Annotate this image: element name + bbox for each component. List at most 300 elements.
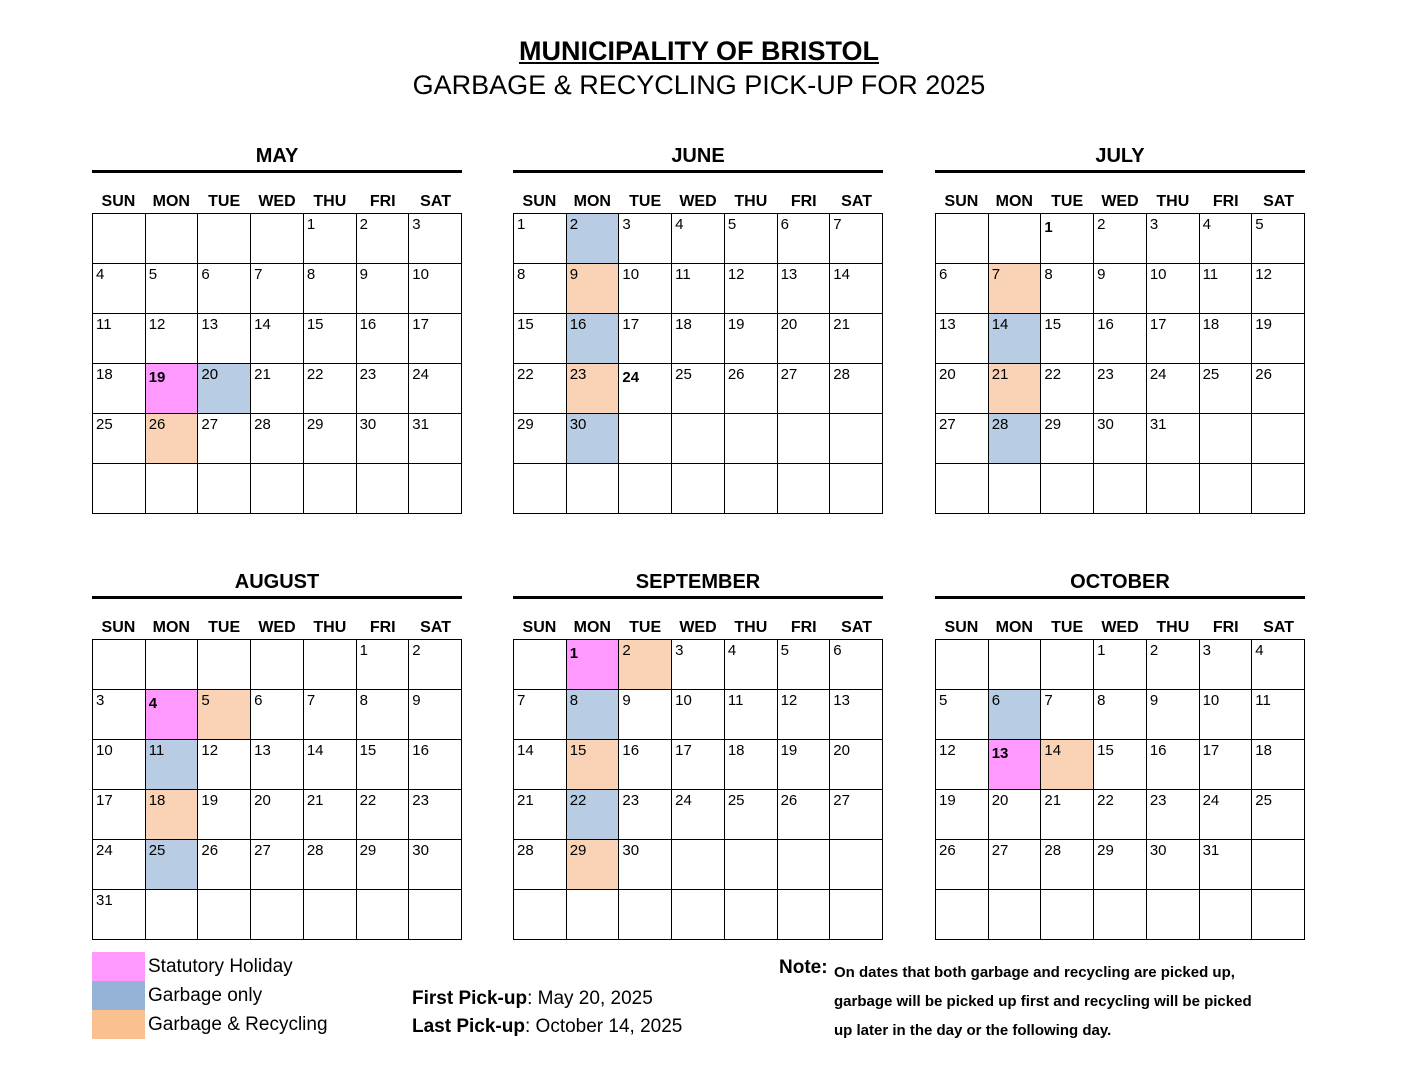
- day-cell: 25: [672, 364, 725, 414]
- day-cell: 4: [1252, 640, 1305, 690]
- day-cell: 5: [936, 690, 989, 740]
- day-cell: 17: [619, 314, 672, 364]
- day-cell: 18: [1252, 740, 1305, 790]
- day-cell: 21: [1041, 790, 1094, 840]
- weekday-header: FRI: [1212, 619, 1239, 636]
- empty-day-cell: [936, 640, 989, 690]
- weekday-header: MON: [573, 619, 611, 636]
- day-cell: 26: [146, 414, 199, 464]
- month-title: MAY: [92, 142, 462, 173]
- empty-day-cell: [1252, 464, 1305, 514]
- legend-row-holiday: [92, 952, 328, 981]
- calendar-grid: [935, 213, 1305, 514]
- day-cell: 16: [357, 314, 410, 364]
- day-cell: 22: [304, 364, 357, 414]
- day-cell: 16: [409, 740, 462, 790]
- day-cell: 11: [1252, 690, 1305, 740]
- day-cell: 16: [1094, 314, 1147, 364]
- day-cell: 22: [567, 790, 620, 840]
- weekday-header: TUE: [629, 619, 662, 636]
- day-cell: 30: [619, 840, 672, 890]
- empty-day-cell: [514, 464, 567, 514]
- day-cell: 28: [1041, 840, 1094, 890]
- day-cell: 9: [357, 264, 410, 314]
- day-cell: 15: [1041, 314, 1094, 364]
- day-cell: 13: [778, 264, 831, 314]
- empty-day-cell: [725, 414, 778, 464]
- day-cell: 17: [93, 790, 146, 840]
- day-cell: 9: [619, 690, 672, 740]
- weekday-header: THU: [1156, 619, 1190, 636]
- legend-row-garbage: [92, 981, 328, 1010]
- weekday-header: THU: [313, 193, 347, 210]
- day-cell: 4: [93, 264, 146, 314]
- day-cell: 11: [672, 264, 725, 314]
- weekday-header: SAT: [420, 193, 451, 210]
- first-pickup-label: First Pick-up: [412, 988, 528, 1009]
- weekday-header: FRI: [369, 619, 396, 636]
- day-cell: 7: [251, 264, 304, 314]
- day-cell: 3: [619, 214, 672, 264]
- day-cell: 13: [251, 740, 304, 790]
- day-cell: 8: [357, 690, 410, 740]
- empty-day-cell: [989, 640, 1042, 690]
- day-cell: 2: [1094, 214, 1147, 264]
- empty-day-cell: [672, 840, 725, 890]
- weekday-header: WED: [679, 193, 717, 210]
- day-cell: 5: [778, 640, 831, 690]
- day-cell: 12: [725, 264, 778, 314]
- weekday-header: TUE: [1051, 619, 1084, 636]
- day-cell: 21: [251, 364, 304, 414]
- empty-day-cell: [1041, 464, 1094, 514]
- day-cell: 19: [146, 364, 199, 414]
- calendar-grid: [935, 639, 1305, 940]
- day-cell: 10: [672, 690, 725, 740]
- empty-day-cell: [251, 890, 304, 940]
- empty-day-cell: [1094, 890, 1147, 940]
- day-cell: 8: [304, 264, 357, 314]
- day-cell: 22: [357, 790, 410, 840]
- weekday-header: THU: [734, 619, 768, 636]
- day-cell: 19: [936, 790, 989, 840]
- day-cell: 15: [357, 740, 410, 790]
- empty-day-cell: [304, 640, 357, 690]
- empty-day-cell: [409, 464, 462, 514]
- empty-day-cell: [936, 890, 989, 940]
- day-cell: 27: [251, 840, 304, 890]
- day-cell: 17: [409, 314, 462, 364]
- day-cell: 3: [1200, 640, 1253, 690]
- empty-day-cell: [198, 890, 251, 940]
- day-cell: 14: [304, 740, 357, 790]
- day-cell: 24: [93, 840, 146, 890]
- empty-day-cell: [672, 890, 725, 940]
- month-title: OCTOBER: [935, 568, 1305, 599]
- day-cell: 1: [567, 640, 620, 690]
- month-title: AUGUST: [92, 568, 462, 599]
- day-cell: 14: [830, 264, 883, 314]
- empty-day-cell: [830, 464, 883, 514]
- day-cell: 11: [146, 740, 199, 790]
- day-cell: 1: [304, 214, 357, 264]
- empty-day-cell: [1252, 890, 1305, 940]
- day-cell: 6: [198, 264, 251, 314]
- calendar-grid: [92, 213, 462, 514]
- day-cell: 9: [409, 690, 462, 740]
- empty-day-cell: [1200, 414, 1253, 464]
- day-cell: 31: [1147, 414, 1200, 464]
- first-pickup: [412, 985, 682, 1013]
- day-cell: 9: [1094, 264, 1147, 314]
- empty-day-cell: [778, 890, 831, 940]
- weekday-header: SAT: [1263, 619, 1294, 636]
- day-cell: 23: [619, 790, 672, 840]
- pickup-dates: [412, 985, 682, 1041]
- weekday-header: SAT: [841, 193, 872, 210]
- day-cell: 29: [1094, 840, 1147, 890]
- day-cell: 29: [357, 840, 410, 890]
- day-cell: 26: [778, 790, 831, 840]
- calendar-grid: [92, 639, 462, 940]
- day-cell: 14: [989, 314, 1042, 364]
- both-swatch: [92, 1010, 145, 1039]
- day-cell: 5: [198, 690, 251, 740]
- day-cell: 5: [1252, 214, 1305, 264]
- page-subtitle: GARBAGE & RECYCLING PICK-UP FOR 2025: [412, 70, 986, 100]
- day-cell: 10: [93, 740, 146, 790]
- day-cell: 25: [1200, 364, 1253, 414]
- day-cell: 20: [936, 364, 989, 414]
- empty-day-cell: [672, 464, 725, 514]
- day-cell: 13: [198, 314, 251, 364]
- weekday-header: MON: [995, 619, 1033, 636]
- empty-day-cell: [1252, 414, 1305, 464]
- day-cell: 21: [304, 790, 357, 840]
- empty-day-cell: [619, 414, 672, 464]
- day-cell: 19: [725, 314, 778, 364]
- day-cell: 15: [304, 314, 357, 364]
- weekday-header: SAT: [1263, 193, 1294, 210]
- day-cell: 29: [514, 414, 567, 464]
- day-cell: 11: [93, 314, 146, 364]
- day-cell: 30: [1147, 840, 1200, 890]
- day-cell: 4: [725, 640, 778, 690]
- weekday-header: SUN: [944, 619, 979, 636]
- empty-day-cell: [251, 464, 304, 514]
- day-cell: 7: [304, 690, 357, 740]
- weekday-header: WED: [258, 619, 296, 636]
- day-cell: 27: [778, 364, 831, 414]
- weekday-header-row: [92, 617, 462, 639]
- last-pickup-label: Last Pick-up: [412, 1016, 525, 1037]
- weekday-header: SAT: [420, 619, 451, 636]
- day-cell: 27: [198, 414, 251, 464]
- page-title: MUNICIPALITY OF BRISTOL: [518, 36, 879, 66]
- day-cell: 20: [251, 790, 304, 840]
- weekday-header: MON: [152, 193, 190, 210]
- day-cell: 10: [1147, 264, 1200, 314]
- day-cell: 13: [989, 740, 1042, 790]
- empty-day-cell: [357, 464, 410, 514]
- weekday-header-row: [935, 617, 1305, 639]
- day-cell: 8: [1094, 690, 1147, 740]
- day-cell: 14: [514, 740, 567, 790]
- holiday-swatch: [92, 952, 145, 981]
- day-cell: 6: [251, 690, 304, 740]
- day-cell: 23: [409, 790, 462, 840]
- empty-day-cell: [198, 640, 251, 690]
- day-cell: 25: [93, 414, 146, 464]
- day-cell: 3: [409, 214, 462, 264]
- weekday-header: WED: [258, 193, 296, 210]
- empty-day-cell: [989, 890, 1042, 940]
- month-title: JULY: [935, 142, 1305, 173]
- day-cell: 4: [672, 214, 725, 264]
- day-cell: 28: [989, 414, 1042, 464]
- day-cell: 19: [1252, 314, 1305, 364]
- empty-day-cell: [725, 840, 778, 890]
- day-cell: 15: [1094, 740, 1147, 790]
- empty-day-cell: [1252, 840, 1305, 890]
- day-cell: 7: [989, 264, 1042, 314]
- note-line: garbage will be picked up first and recycling will be picked: [834, 993, 1252, 1010]
- empty-day-cell: [567, 890, 620, 940]
- empty-day-cell: [778, 840, 831, 890]
- day-cell: 29: [304, 414, 357, 464]
- day-cell: 16: [619, 740, 672, 790]
- calendar-grid: [513, 213, 883, 514]
- legend-label-both: Garbage & Recycling: [148, 1013, 328, 1035]
- empty-day-cell: [146, 464, 199, 514]
- day-cell: 29: [567, 840, 620, 890]
- last-pickup: [412, 1013, 682, 1041]
- weekday-header: TUE: [208, 619, 241, 636]
- day-cell: 16: [1147, 740, 1200, 790]
- note-label: Note:: [779, 957, 828, 978]
- day-cell: 23: [357, 364, 410, 414]
- legend-row-both: [92, 1010, 328, 1039]
- day-cell: 20: [198, 364, 251, 414]
- day-cell: 12: [778, 690, 831, 740]
- empty-day-cell: [936, 214, 989, 264]
- day-cell: 3: [672, 640, 725, 690]
- day-cell: 18: [672, 314, 725, 364]
- day-cell: 26: [1252, 364, 1305, 414]
- empty-day-cell: [1041, 640, 1094, 690]
- weekday-header: FRI: [1212, 193, 1239, 210]
- weekday-header: THU: [313, 619, 347, 636]
- empty-day-cell: [830, 890, 883, 940]
- weekday-header: SUN: [944, 193, 979, 210]
- day-cell: 3: [1147, 214, 1200, 264]
- day-cell: 27: [989, 840, 1042, 890]
- weekday-header: TUE: [629, 193, 662, 210]
- day-cell: 2: [619, 640, 672, 690]
- empty-day-cell: [830, 840, 883, 890]
- day-cell: 6: [778, 214, 831, 264]
- day-cell: 20: [989, 790, 1042, 840]
- day-cell: 4: [146, 690, 199, 740]
- day-cell: 30: [1094, 414, 1147, 464]
- weekday-header: FRI: [790, 619, 817, 636]
- day-cell: 30: [357, 414, 410, 464]
- empty-day-cell: [672, 414, 725, 464]
- day-cell: 22: [1094, 790, 1147, 840]
- day-cell: 24: [409, 364, 462, 414]
- empty-day-cell: [251, 640, 304, 690]
- empty-day-cell: [989, 214, 1042, 264]
- day-cell: 28: [251, 414, 304, 464]
- month-october: [935, 568, 1305, 940]
- weekday-header: MON: [152, 619, 190, 636]
- empty-day-cell: [357, 890, 410, 940]
- day-cell: 23: [1147, 790, 1200, 840]
- empty-day-cell: [1094, 464, 1147, 514]
- day-cell: 12: [198, 740, 251, 790]
- month-may: [92, 142, 462, 514]
- empty-day-cell: [936, 464, 989, 514]
- month-september: [513, 568, 883, 940]
- day-cell: 8: [1041, 264, 1094, 314]
- day-cell: 5: [725, 214, 778, 264]
- weekday-header: SUN: [101, 193, 136, 210]
- day-cell: 10: [409, 264, 462, 314]
- day-cell: 6: [936, 264, 989, 314]
- empty-day-cell: [93, 214, 146, 264]
- day-cell: 26: [198, 840, 251, 890]
- day-cell: 25: [725, 790, 778, 840]
- day-cell: 23: [1094, 364, 1147, 414]
- month-june: [513, 142, 883, 514]
- empty-day-cell: [198, 464, 251, 514]
- day-cell: 7: [1041, 690, 1094, 740]
- day-cell: 22: [1041, 364, 1094, 414]
- empty-day-cell: [778, 414, 831, 464]
- garbage-swatch: [92, 981, 145, 1010]
- weekday-header: THU: [734, 193, 768, 210]
- day-cell: 12: [146, 314, 199, 364]
- day-cell: 28: [304, 840, 357, 890]
- day-cell: 13: [830, 690, 883, 740]
- weekday-header: WED: [1101, 619, 1139, 636]
- day-cell: 27: [936, 414, 989, 464]
- empty-day-cell: [146, 640, 199, 690]
- weekday-header: MON: [573, 193, 611, 210]
- empty-day-cell: [198, 214, 251, 264]
- calendar-grid: [513, 639, 883, 940]
- day-cell: 13: [936, 314, 989, 364]
- day-cell: 6: [989, 690, 1042, 740]
- first-pickup-value: : May 20, 2025: [527, 988, 653, 1009]
- day-cell: 29: [1041, 414, 1094, 464]
- day-cell: 19: [778, 740, 831, 790]
- day-cell: 21: [989, 364, 1042, 414]
- day-cell: 25: [1252, 790, 1305, 840]
- day-cell: 7: [830, 214, 883, 264]
- day-cell: 5: [146, 264, 199, 314]
- month-title: SEPTEMBER: [513, 568, 883, 599]
- day-cell: 18: [1200, 314, 1253, 364]
- day-cell: 31: [409, 414, 462, 464]
- empty-day-cell: [619, 464, 672, 514]
- day-cell: 17: [1200, 740, 1253, 790]
- empty-day-cell: [514, 890, 567, 940]
- day-cell: 18: [146, 790, 199, 840]
- day-cell: 10: [1200, 690, 1253, 740]
- day-cell: 17: [1147, 314, 1200, 364]
- day-cell: 18: [93, 364, 146, 414]
- day-cell: 7: [514, 690, 567, 740]
- day-cell: 15: [514, 314, 567, 364]
- day-cell: 8: [514, 264, 567, 314]
- day-cell: 2: [357, 214, 410, 264]
- empty-day-cell: [304, 890, 357, 940]
- day-cell: 26: [725, 364, 778, 414]
- empty-day-cell: [251, 214, 304, 264]
- day-cell: 10: [619, 264, 672, 314]
- weekday-header-row: [513, 191, 883, 213]
- weekday-header: SUN: [522, 619, 557, 636]
- weekday-header-row: [513, 617, 883, 639]
- day-cell: 16: [567, 314, 620, 364]
- day-cell: 24: [1147, 364, 1200, 414]
- day-cell: 30: [567, 414, 620, 464]
- day-cell: 11: [1200, 264, 1253, 314]
- empty-day-cell: [1200, 890, 1253, 940]
- empty-day-cell: [830, 414, 883, 464]
- day-cell: 20: [778, 314, 831, 364]
- empty-day-cell: [1200, 464, 1253, 514]
- day-cell: 14: [1041, 740, 1094, 790]
- day-cell: 6: [830, 640, 883, 690]
- day-cell: 25: [146, 840, 199, 890]
- day-cell: 31: [1200, 840, 1253, 890]
- weekday-header: MON: [995, 193, 1033, 210]
- empty-day-cell: [1041, 890, 1094, 940]
- day-cell: 3: [93, 690, 146, 740]
- day-cell: 12: [1252, 264, 1305, 314]
- day-cell: 11: [725, 690, 778, 740]
- empty-day-cell: [619, 890, 672, 940]
- note-line: up later in the day or the following day.: [834, 1022, 1112, 1039]
- legend: [92, 952, 328, 1039]
- day-cell: 24: [619, 364, 672, 414]
- day-cell: 17: [672, 740, 725, 790]
- empty-day-cell: [567, 464, 620, 514]
- day-cell: 23: [567, 364, 620, 414]
- empty-day-cell: [989, 464, 1042, 514]
- day-cell: 1: [514, 214, 567, 264]
- empty-day-cell: [514, 640, 567, 690]
- weekday-header: TUE: [208, 193, 241, 210]
- day-cell: 19: [198, 790, 251, 840]
- day-cell: 30: [409, 840, 462, 890]
- day-cell: 24: [1200, 790, 1253, 840]
- weekday-header: WED: [679, 619, 717, 636]
- day-cell: 28: [514, 840, 567, 890]
- weekday-header: WED: [1101, 193, 1139, 210]
- day-cell: 28: [830, 364, 883, 414]
- day-cell: 31: [93, 890, 146, 940]
- empty-day-cell: [725, 890, 778, 940]
- empty-day-cell: [146, 214, 199, 264]
- day-cell: 2: [1147, 640, 1200, 690]
- legend-label-holiday: Statutory Holiday: [148, 955, 293, 977]
- empty-day-cell: [409, 890, 462, 940]
- weekday-header: SUN: [522, 193, 557, 210]
- weekday-header: SAT: [841, 619, 872, 636]
